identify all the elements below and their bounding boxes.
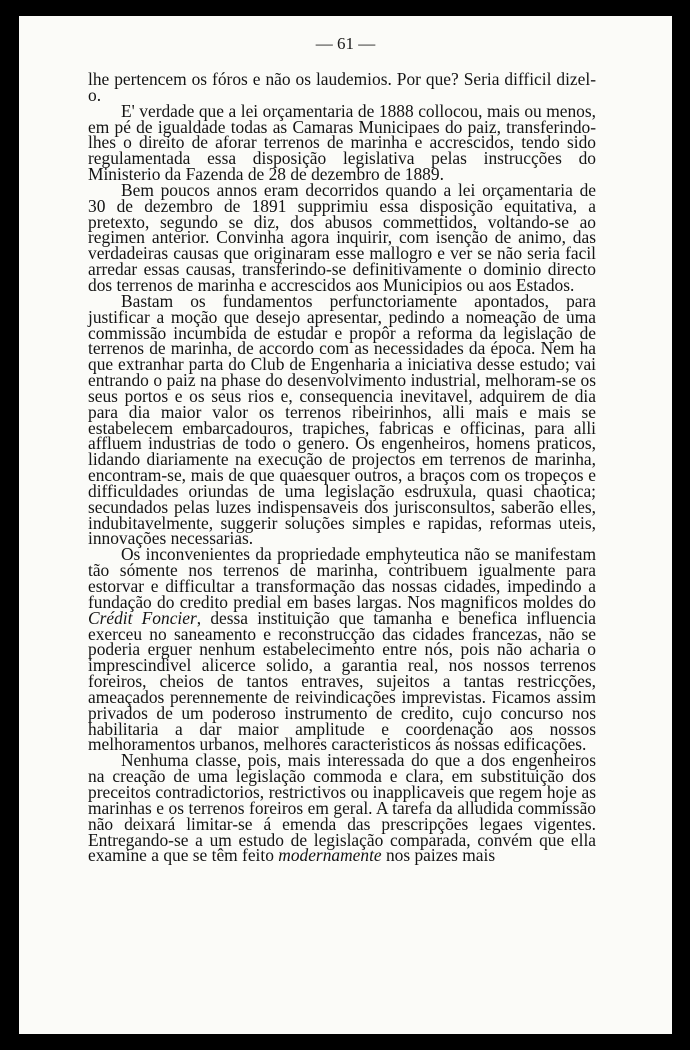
paragraph-2: E' verdade que a lei orçamentaria de 1888 collocou, mais ou menos, em pé de igualdade todas as Camaras Municipaes do paiz, transferindo-lhes o direito de aforar terrenos de marinha e accrescidos, tendo sido regulamentada essa disposição legislativa pelas instrucções do Ministerio da Fazenda de 28 de dezembro de 1889. <box>88 100 596 185</box>
italic-term: Crédit Foncier <box>88 607 197 628</box>
page-number: — 61 — <box>315 34 376 53</box>
body-text <box>88 69 596 866</box>
paragraph-1: lhe pertencem os fóros e não os laudemios. Por que? Seria difficil dizel-o. <box>88 69 596 105</box>
scanned-page <box>19 16 672 1034</box>
paragraph-3: Bem poucos annos eram decorridos quando a lei orçamentaria de 30 de dezembro de 1891 supprimiu essa disposição equitativa, a pretexto, segundo se diz, dos abusos commettidos, voltando-se ao regimen anterior. Convinha agora inquirir, com isenção de animo, das verdadeiras causas que originaram esse mallogro e ver se não seria facil arredar essas causas, transferindo-se definitivamente o dominio directo dos terrenos de marinha e accrescidos aos Municipios ou aos Estados. <box>88 179 596 295</box>
paragraph-5: Os inconvenientes da propriedade emphyteutica não se manifestam tão sómente nos terrenos de marinha, contribuem igualmente para estorvar e difficultar a transformação das nossas cidades, impedindo a fundação do credito predial em bases largas. Nos magnificos moldes do Crédit Foncier, dessa instituição que tamanha e benefica influencia exerceu no saneamento e reconstrucção das cidades francezas, não se poderia erguer nenhum estabelecimento entre nós, pois não acharia o imprescindivel alicerce solido, a garantia real, nos nossos terrenos foreiros, cheios de tantos entraves, sujeitos a tantas restricções, ameaçados perennemente de reivindicações imprevistas. Ficamos assim privados de um poderoso instrumento de credito, cujo concurso nos habilitaria a dar maior amplitude e coordenação aos nossos melhoramentos urbanos, melhores caracteristicos ás nossas edificações. <box>88 544 596 755</box>
paragraph-4: Bastam os fundamentos perfunctoriamente apontados, para justificar a moção que desejo apresentar, pedindo a nomeação de uma commissão incumbida de estudar e propôr a reforma da legislação de terrenos de marinha, de accordo com as necessidades da época. Nem ha que extranhar parta do Club de Engenharia a iniciativa desse estudo; vai entrando o paiz na phase do desenvolvimento industrial, melhoram-se os seus portos e os seus rios e, consequencia inevitavel, adquirem de dia para dia maior valor os terrenos ribeirinhos, alli mais e mais se estabelecem embarcadouros, trapiches, fabricas e officinas, para alli affluem industrias de todo o genero. Os engenheiros, homens praticos, lidando diariamente na execução de projectos em terrenos de marinha, encontram-se, mais de que quaesquer outros, a braços com os tropeços e difficuldades oriundas de uma legislação esdruxula, quasi chaotica; secundados pelas luzes indispensaveis dos jurisconsultos, saberão elles, indubitavelmente, suggerir soluções simples e rapidas, reformas uteis, innovações necessarias. <box>88 290 596 549</box>
italic-term: modernamente <box>278 845 382 866</box>
paragraph-6: Nenhuma classe, pois, mais interessada do que a dos engenheiros na creação de uma legislação commoda e clara, em substituição dos preceitos contradictorios, restrictivos ou inapplicaveis que regem hoje as marinhas e os terrenos foreiros em geral. A tarefa da alludida commissão não deixará limitar-se á emenda das prescripções legaes vigentes. Entregando-se a um estudo de legislação comparada, convém que ella examine a que se têm feito modernamente nos paizes mais <box>88 750 596 866</box>
